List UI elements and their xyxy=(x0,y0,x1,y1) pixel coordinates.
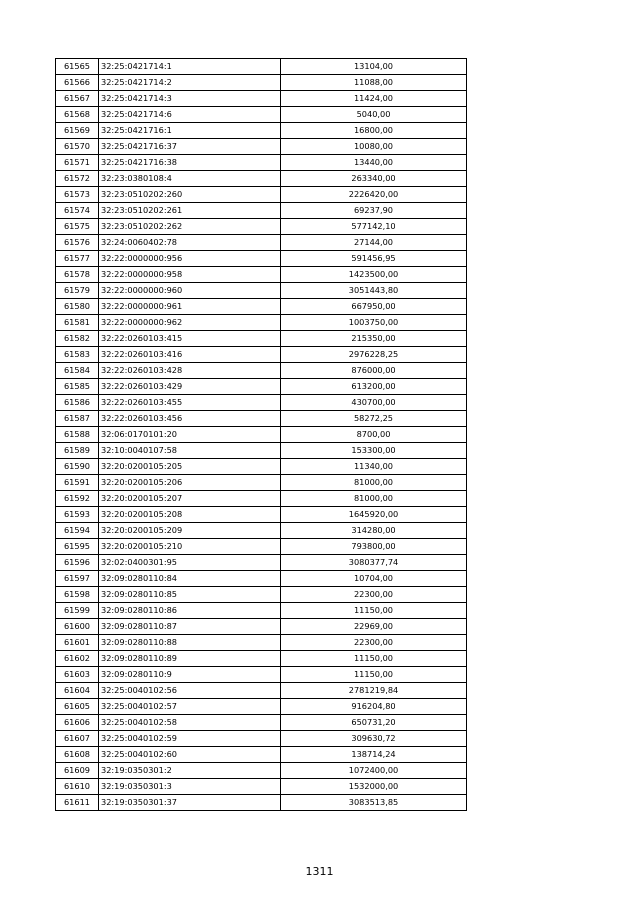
table-row xyxy=(56,123,467,139)
table-row xyxy=(56,299,467,315)
cadastral-number-cell: 32:19:0350301:37 xyxy=(99,795,281,811)
cadastral-number-cell: 32:25:0040102:60 xyxy=(99,747,281,763)
table-row xyxy=(56,779,467,795)
cadastral-value-cell: 263340,00 xyxy=(281,171,467,187)
cadastral-number-cell: 32:09:0280110:89 xyxy=(99,651,281,667)
row-number-cell: 61610 xyxy=(56,779,99,795)
row-number-cell: 61590 xyxy=(56,459,99,475)
cadastral-number-cell: 32:22:0000000:956 xyxy=(99,251,281,267)
table-row xyxy=(56,267,467,283)
cadastral-value-cell: 3083513,85 xyxy=(281,795,467,811)
cadastral-value-cell: 3080377,74 xyxy=(281,555,467,571)
table-row xyxy=(56,619,467,635)
row-number-cell: 61602 xyxy=(56,651,99,667)
row-number-cell: 61587 xyxy=(56,411,99,427)
row-number-cell: 61593 xyxy=(56,507,99,523)
cadastral-value-cell: 1003750,00 xyxy=(281,315,467,331)
cadastral-number-cell: 32:09:0280110:86 xyxy=(99,603,281,619)
table-row xyxy=(56,571,467,587)
row-number-cell: 61583 xyxy=(56,347,99,363)
row-number-cell: 61603 xyxy=(56,667,99,683)
cadastral-value-cell: 793800,00 xyxy=(281,539,467,555)
row-number-cell: 61596 xyxy=(56,555,99,571)
cadastral-number-cell: 32:25:0421716:38 xyxy=(99,155,281,171)
cadastral-value-cell: 69237,90 xyxy=(281,203,467,219)
cadastral-value-cell: 10080,00 xyxy=(281,139,467,155)
cadastral-number-cell: 32:23:0510202:262 xyxy=(99,219,281,235)
cadastral-number-cell: 32:23:0510202:261 xyxy=(99,203,281,219)
row-number-cell: 61575 xyxy=(56,219,99,235)
table-row xyxy=(56,587,467,603)
cadastral-number-cell: 32:20:0200105:208 xyxy=(99,507,281,523)
cadastral-number-cell: 32:22:0000000:960 xyxy=(99,283,281,299)
cadastral-number-cell: 32:22:0000000:958 xyxy=(99,267,281,283)
cadastral-value-cell: 215350,00 xyxy=(281,331,467,347)
cadastral-value-cell: 667950,00 xyxy=(281,299,467,315)
cadastral-value-cell: 876000,00 xyxy=(281,363,467,379)
cadastral-number-cell: 32:22:0000000:962 xyxy=(99,315,281,331)
row-number-cell: 61609 xyxy=(56,763,99,779)
cadastral-number-cell: 32:25:0040102:57 xyxy=(99,699,281,715)
table-row xyxy=(56,75,467,91)
table-row xyxy=(56,235,467,251)
cadastral-value-cell: 613200,00 xyxy=(281,379,467,395)
table-row xyxy=(56,491,467,507)
row-number-cell: 61584 xyxy=(56,363,99,379)
row-number-cell: 61598 xyxy=(56,587,99,603)
table-row xyxy=(56,107,467,123)
cadastral-value-cell: 27144,00 xyxy=(281,235,467,251)
cadastral-value-cell: 11150,00 xyxy=(281,651,467,667)
row-number-cell: 61591 xyxy=(56,475,99,491)
table-row xyxy=(56,715,467,731)
cadastral-value-cell: 591456,95 xyxy=(281,251,467,267)
cadastral-value-cell: 22969,00 xyxy=(281,619,467,635)
cadastral-number-cell: 32:22:0260103:456 xyxy=(99,411,281,427)
row-number-cell: 61571 xyxy=(56,155,99,171)
cadastral-value-cell: 81000,00 xyxy=(281,491,467,507)
cadastral-value-cell: 22300,00 xyxy=(281,635,467,651)
row-number-cell: 61578 xyxy=(56,267,99,283)
cadastral-number-cell: 32:22:0260103:429 xyxy=(99,379,281,395)
table-row xyxy=(56,203,467,219)
row-number-cell: 61581 xyxy=(56,315,99,331)
cadastral-value-cell: 3051443,80 xyxy=(281,283,467,299)
cadastral-value-cell: 2781219,84 xyxy=(281,683,467,699)
cadastral-value-cell: 16800,00 xyxy=(281,123,467,139)
table-row xyxy=(56,171,467,187)
table-row xyxy=(56,507,467,523)
cadastral-number-cell: 32:25:0421714:2 xyxy=(99,75,281,91)
cadastral-value-cell: 13104,00 xyxy=(281,59,467,75)
table-row xyxy=(56,651,467,667)
table-row xyxy=(56,667,467,683)
cadastral-value-cell: 58272,25 xyxy=(281,411,467,427)
row-number-cell: 61607 xyxy=(56,731,99,747)
row-number-cell: 61604 xyxy=(56,683,99,699)
table-row xyxy=(56,699,467,715)
cadastral-number-cell: 32:09:0280110:88 xyxy=(99,635,281,651)
table-row xyxy=(56,219,467,235)
row-number-cell: 61566 xyxy=(56,75,99,91)
cadastral-number-cell: 32:25:0421714:3 xyxy=(99,91,281,107)
row-number-cell: 61567 xyxy=(56,91,99,107)
cadastral-number-cell: 32:25:0421714:6 xyxy=(99,107,281,123)
registry-table xyxy=(55,58,467,811)
table-row xyxy=(56,443,467,459)
row-number-cell: 61605 xyxy=(56,699,99,715)
cadastral-number-cell: 32:22:0260103:416 xyxy=(99,347,281,363)
row-number-cell: 61585 xyxy=(56,379,99,395)
table-row xyxy=(56,539,467,555)
table-row xyxy=(56,331,467,347)
cadastral-value-cell: 11150,00 xyxy=(281,603,467,619)
table-row xyxy=(56,91,467,107)
cadastral-number-cell: 32:09:0280110:9 xyxy=(99,667,281,683)
cadastral-number-cell: 32:22:0260103:415 xyxy=(99,331,281,347)
row-number-cell: 61573 xyxy=(56,187,99,203)
cadastral-value-cell: 11340,00 xyxy=(281,459,467,475)
row-number-cell: 61611 xyxy=(56,795,99,811)
row-number-cell: 61589 xyxy=(56,443,99,459)
cadastral-number-cell: 32:19:0350301:3 xyxy=(99,779,281,795)
table-row xyxy=(56,251,467,267)
cadastral-number-cell: 32:23:0510202:260 xyxy=(99,187,281,203)
cadastral-number-cell: 32:06:0170101:20 xyxy=(99,427,281,443)
cadastral-number-cell: 32:23:0380108:4 xyxy=(99,171,281,187)
row-number-cell: 61595 xyxy=(56,539,99,555)
cadastral-number-cell: 32:20:0200105:205 xyxy=(99,459,281,475)
cadastral-value-cell: 153300,00 xyxy=(281,443,467,459)
table-row xyxy=(56,475,467,491)
cadastral-value-cell: 916204,80 xyxy=(281,699,467,715)
table-row xyxy=(56,459,467,475)
row-number-cell: 61608 xyxy=(56,747,99,763)
cadastral-number-cell: 32:20:0200105:206 xyxy=(99,475,281,491)
cadastral-number-cell: 32:25:0421716:1 xyxy=(99,123,281,139)
cadastral-number-cell: 32:25:0040102:59 xyxy=(99,731,281,747)
cadastral-value-cell: 430700,00 xyxy=(281,395,467,411)
cadastral-value-cell: 314280,00 xyxy=(281,523,467,539)
cadastral-number-cell: 32:02:0400301:95 xyxy=(99,555,281,571)
table-row xyxy=(56,155,467,171)
cadastral-number-cell: 32:25:0040102:56 xyxy=(99,683,281,699)
cadastral-number-cell: 32:19:0350301:2 xyxy=(99,763,281,779)
cadastral-number-cell: 32:25:0040102:58 xyxy=(99,715,281,731)
row-number-cell: 61601 xyxy=(56,635,99,651)
cadastral-value-cell: 309630,72 xyxy=(281,731,467,747)
table-row xyxy=(56,427,467,443)
cadastral-number-cell: 32:09:0280110:85 xyxy=(99,587,281,603)
table-row xyxy=(56,139,467,155)
row-number-cell: 61577 xyxy=(56,251,99,267)
page-number: 1311 xyxy=(305,865,334,878)
table-row xyxy=(56,411,467,427)
cadastral-number-cell: 32:22:0260103:428 xyxy=(99,363,281,379)
cadastral-number-cell: 32:09:0280110:84 xyxy=(99,571,281,587)
cadastral-value-cell: 11088,00 xyxy=(281,75,467,91)
row-number-cell: 61592 xyxy=(56,491,99,507)
table-row xyxy=(56,315,467,331)
table-row xyxy=(56,603,467,619)
cadastral-value-cell: 2976228,25 xyxy=(281,347,467,363)
cadastral-value-cell: 11150,00 xyxy=(281,667,467,683)
table-row xyxy=(56,347,467,363)
cadastral-number-cell: 32:22:0000000:961 xyxy=(99,299,281,315)
table-row xyxy=(56,763,467,779)
table-row xyxy=(56,523,467,539)
cadastral-value-cell: 81000,00 xyxy=(281,475,467,491)
cadastral-number-cell: 32:20:0200105:209 xyxy=(99,523,281,539)
cadastral-value-cell: 2226420,00 xyxy=(281,187,467,203)
cadastral-value-cell: 650731,20 xyxy=(281,715,467,731)
table-row xyxy=(56,635,467,651)
cadastral-value-cell: 5040,00 xyxy=(281,107,467,123)
cadastral-number-cell: 32:24:0060402:78 xyxy=(99,235,281,251)
row-number-cell: 61572 xyxy=(56,171,99,187)
row-number-cell: 61568 xyxy=(56,107,99,123)
row-number-cell: 61579 xyxy=(56,283,99,299)
cadastral-value-cell: 577142,10 xyxy=(281,219,467,235)
cadastral-number-cell: 32:09:0280110:87 xyxy=(99,619,281,635)
cadastral-number-cell: 32:25:0421714:1 xyxy=(99,59,281,75)
cadastral-value-cell: 8700,00 xyxy=(281,427,467,443)
table-row xyxy=(56,795,467,811)
cadastral-value-cell: 11424,00 xyxy=(281,91,467,107)
registry-table-body xyxy=(56,59,467,811)
row-number-cell: 61606 xyxy=(56,715,99,731)
row-number-cell: 61580 xyxy=(56,299,99,315)
table-row xyxy=(56,683,467,699)
row-number-cell: 61570 xyxy=(56,139,99,155)
row-number-cell: 61594 xyxy=(56,523,99,539)
table-row xyxy=(56,187,467,203)
cadastral-value-cell: 1072400,00 xyxy=(281,763,467,779)
table-row xyxy=(56,731,467,747)
row-number-cell: 61597 xyxy=(56,571,99,587)
row-number-cell: 61565 xyxy=(56,59,99,75)
row-number-cell: 61576 xyxy=(56,235,99,251)
cadastral-number-cell: 32:20:0200105:210 xyxy=(99,539,281,555)
cadastral-value-cell: 138714,24 xyxy=(281,747,467,763)
row-number-cell: 61569 xyxy=(56,123,99,139)
row-number-cell: 61586 xyxy=(56,395,99,411)
table-row xyxy=(56,283,467,299)
cadastral-value-cell: 10704,00 xyxy=(281,571,467,587)
cadastral-value-cell: 1532000,00 xyxy=(281,779,467,795)
table-row xyxy=(56,555,467,571)
cadastral-value-cell: 1645920,00 xyxy=(281,507,467,523)
table-row xyxy=(56,747,467,763)
cadastral-value-cell: 22300,00 xyxy=(281,587,467,603)
cadastral-value-cell: 13440,00 xyxy=(281,155,467,171)
cadastral-number-cell: 32:10:0040107:58 xyxy=(99,443,281,459)
table-row xyxy=(56,379,467,395)
cadastral-value-cell: 1423500,00 xyxy=(281,267,467,283)
table-row xyxy=(56,59,467,75)
table-row xyxy=(56,395,467,411)
row-number-cell: 61599 xyxy=(56,603,99,619)
cadastral-number-cell: 32:20:0200105:207 xyxy=(99,491,281,507)
row-number-cell: 61588 xyxy=(56,427,99,443)
row-number-cell: 61582 xyxy=(56,331,99,347)
cadastral-number-cell: 32:22:0260103:455 xyxy=(99,395,281,411)
cadastral-number-cell: 32:25:0421716:37 xyxy=(99,139,281,155)
row-number-cell: 61574 xyxy=(56,203,99,219)
row-number-cell: 61600 xyxy=(56,619,99,635)
table-row xyxy=(56,363,467,379)
